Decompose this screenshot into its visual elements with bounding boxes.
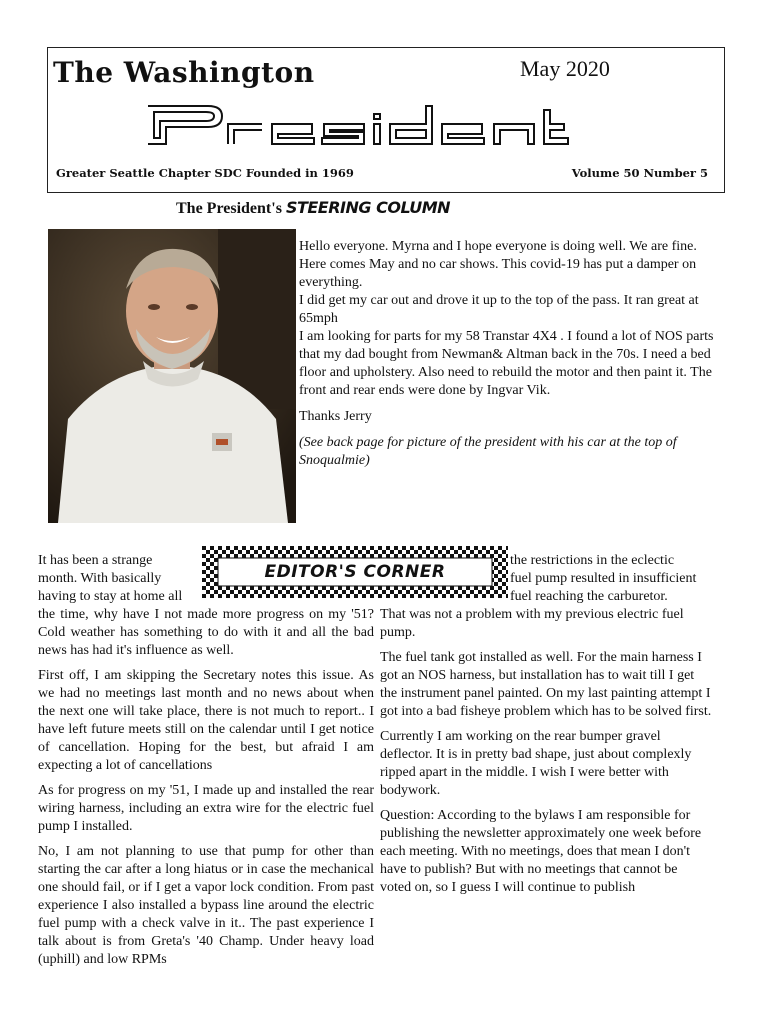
heading-prefix: The President's [176, 200, 282, 217]
steering-column-heading [176, 198, 450, 218]
editor-paragraph: the time, why have I not made more progress on my '51? Cold weather has something to do with it and all the bad news has had it's influence as well. [38, 607, 374, 658]
intro-line: the restrictions in the eclectic [510, 553, 675, 568]
intro-line: fuel reaching the carburetor. [510, 589, 668, 604]
volume-info: Volume 50 Number 5 [571, 166, 708, 180]
editor-right-column [380, 606, 712, 904]
president-paragraph: Here comes May and no car shows. This covid-19 has put a damper on everything. [299, 257, 697, 290]
president-photo-note: (See back page for picture of the president with his car at the top of Snoqualmie) [299, 435, 677, 468]
editor-intro-right [510, 552, 696, 606]
president-paragraph: I did get my car out and drove it up to the top of the pass. It ran great at 65mph [299, 293, 699, 326]
heading-decorative-title: STEERING COLUMN [285, 198, 451, 217]
intro-line: fuel pump resulted in insufficient [510, 571, 697, 586]
editor-paragraph: Question: According to the bylaws I am responsible for publishing the newsletter approximately one week before each meeting. With no meetings, does that mean I don't have to publish? But with no meetings that cannot be voted on, so I guess I will continue to publish [380, 808, 702, 895]
president-photo [48, 229, 296, 523]
editors-corner-banner [202, 546, 508, 598]
editor-paragraph: That was not a problem with my previous electric fuel pump. [380, 607, 684, 640]
issue-date: May 2020 [520, 56, 610, 81]
editor-paragraph: First off, I am skipping the Secretary notes this issue. As we had no meetings last month and no news about when the next one will take place, there is not much to report.. I have left future meets still on the calendar until I get notice of cancellation. Hoping for the best, but afraid I am expecting a lot of cancellations [38, 668, 374, 773]
president-message [299, 238, 714, 478]
editor-paragraph: Currently I am working on the rear bumper gravel deflector. It is in pretty bad shape, just about complexly ripped apart in the middle. I wish I were better with bodywork. [380, 729, 692, 798]
intro-line: It has been a strange [38, 553, 153, 568]
editors-corner-title: EDITOR'S CORNER [264, 562, 446, 582]
president-paragraph: I am looking for parts for my 58 Transtar 4X4 . I found a lot of NOS parts that my dad bought from Newman& Altman back in the 70s. I need a bed floor and upholstery. Also need to rebuild the motor and then paint it. The front and rear ends were done by Ingvar Vik. [299, 329, 714, 398]
editor-paragraph: No, I am not planning to use that pump for other than starting the car after a long hiatus or in case the mechanical one should fail, or if I get a vapor lock condition. From past experience I also installed a bypass line around the electric fuel pump with a check valve in it.. The past experience I talk about is from Greta's '40 Champ. Under heavy load (uphill) and low RPMs [38, 844, 374, 967]
intro-line: month. With basically [38, 571, 162, 586]
editor-intro-left [38, 552, 182, 606]
editor-paragraph: As for progress on my '51, I made up and installed the rear wiring harness, including an extra wire for the electric fuel pump I installed. [38, 783, 374, 834]
masthead [47, 47, 725, 193]
editor-paragraph: The fuel tank got installed as well. For the main harness I got an NOS harness, but installation has to wait till I get the instrument panel painted. On my last painting attempt I got into a bad fisheye problem which has to be solved first. [380, 650, 712, 719]
editor-left-column [38, 606, 374, 976]
president-paragraph: Hello everyone. Myrna and I hope everyone is doing well. We are fine. [299, 239, 697, 254]
paper-name: The Washington [53, 56, 315, 89]
chapter-info: Greater Seattle Chapter SDC Founded in 1969 [56, 166, 354, 180]
president-logo [144, 100, 584, 155]
intro-line: having to stay at home all [38, 589, 183, 604]
president-signoff: Thanks Jerry [299, 409, 372, 424]
